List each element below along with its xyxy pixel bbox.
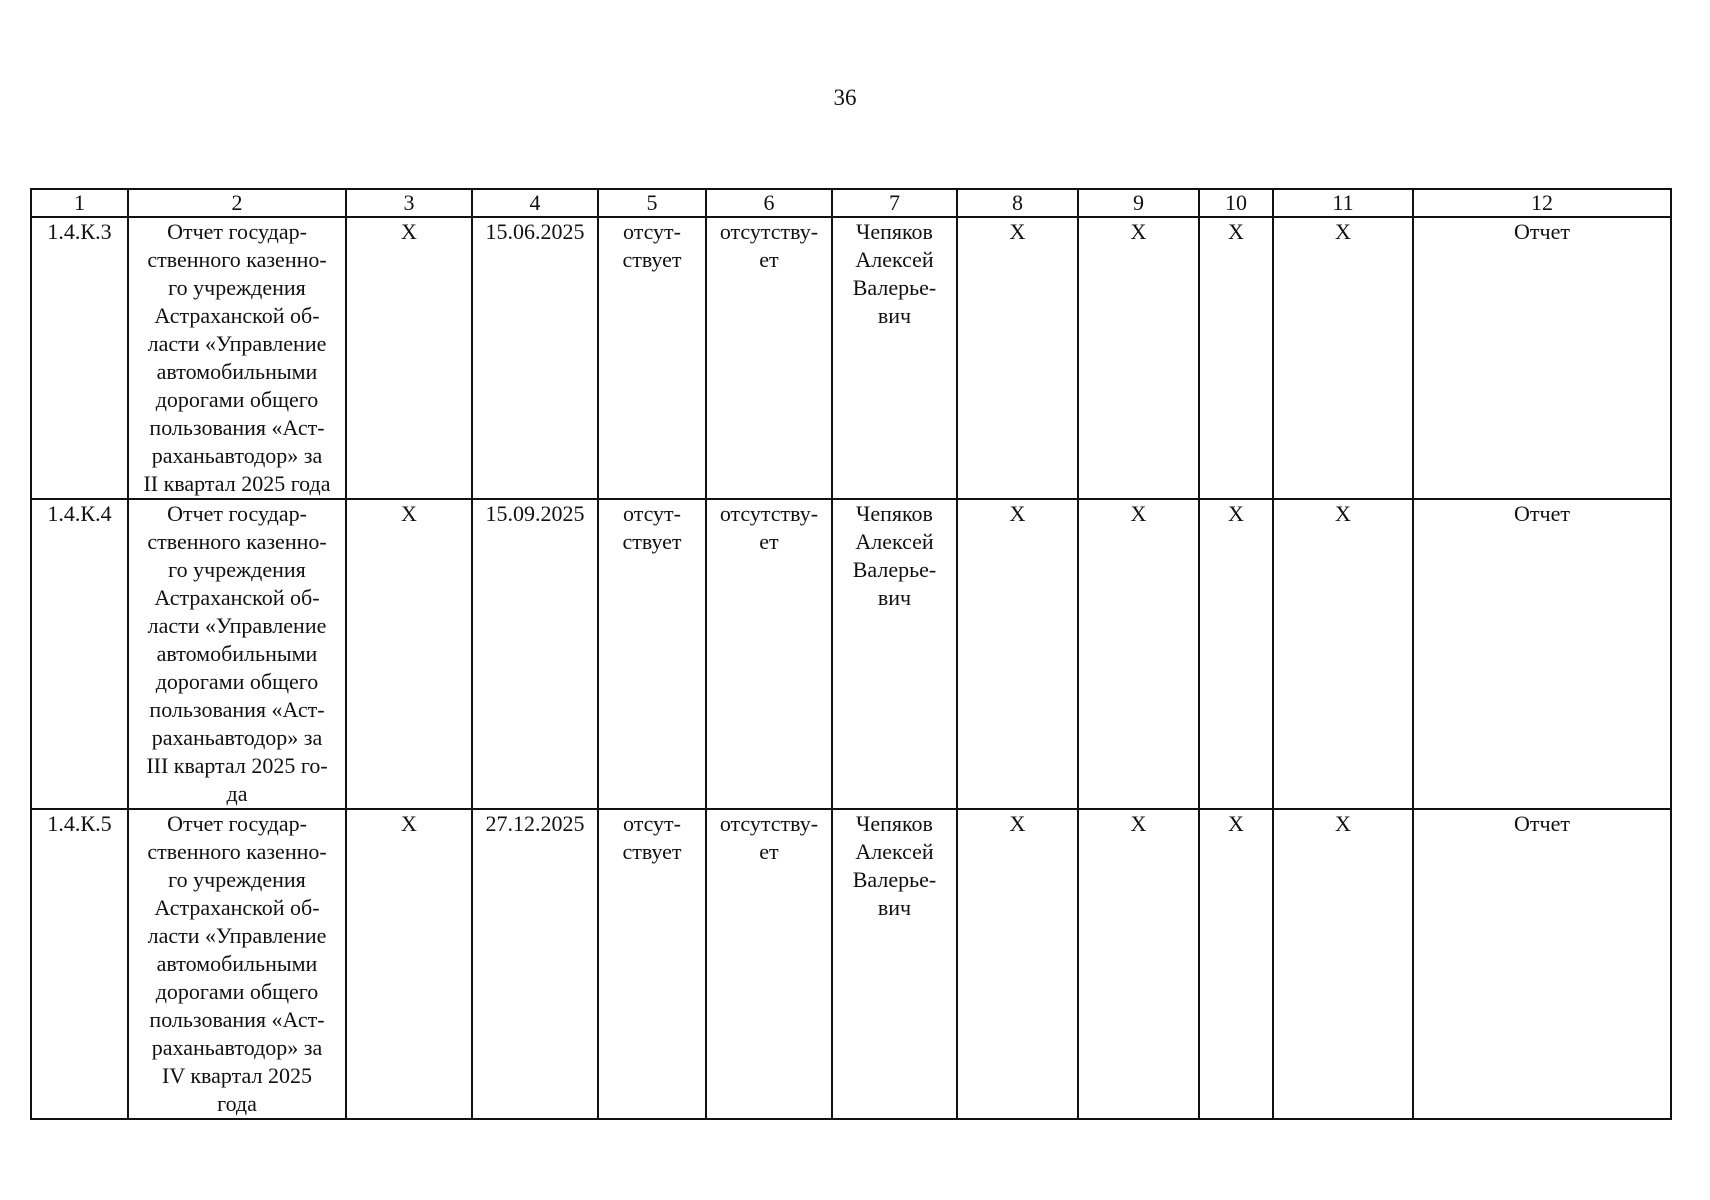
column-header: 2 bbox=[128, 189, 346, 217]
cell-col10: Х bbox=[1199, 809, 1273, 1119]
column-header: 5 bbox=[598, 189, 706, 217]
cell-col8: Х bbox=[957, 499, 1078, 809]
cell-col9: Х bbox=[1078, 217, 1199, 499]
column-header: 12 bbox=[1413, 189, 1671, 217]
table-row bbox=[31, 499, 1671, 809]
item-description: Отчет государ- ственного казенно- го учреждения Астраханской об- ласти «Управление автомобильными дорогами общего пользования «Аст- раханьавтодор» за II квартал 2025 года bbox=[128, 217, 346, 499]
column-header: 8 bbox=[957, 189, 1078, 217]
page-number: 36 bbox=[833, 85, 857, 110]
header-row bbox=[31, 189, 1671, 217]
item-code: 1.4.К.4 bbox=[31, 499, 128, 809]
cell-col9: Х bbox=[1078, 809, 1199, 1119]
column-header: 9 bbox=[1078, 189, 1199, 217]
cell-col11: Х bbox=[1273, 809, 1413, 1119]
cell-col3: Х bbox=[346, 499, 472, 809]
cell-col5: отсут- ствует bbox=[598, 809, 706, 1119]
cell-col8: Х bbox=[957, 809, 1078, 1119]
column-header: 7 bbox=[832, 189, 957, 217]
cell-col3: Х bbox=[346, 809, 472, 1119]
item-code: 1.4.К.3 bbox=[31, 217, 128, 499]
item-code: 1.4.К.5 bbox=[31, 809, 128, 1119]
cell-col10: Х bbox=[1199, 217, 1273, 499]
cell-col6: отсутству- ет bbox=[706, 809, 832, 1119]
item-date: 15.06.2025 bbox=[472, 217, 598, 499]
cell-col3: Х bbox=[346, 217, 472, 499]
cell-col6: отсутству- ет bbox=[706, 217, 832, 499]
report-table bbox=[30, 188, 1672, 1120]
cell-col8: Х bbox=[957, 217, 1078, 499]
column-header: 11 bbox=[1273, 189, 1413, 217]
cell-col11: Х bbox=[1273, 499, 1413, 809]
item-responsible: Чепяков Алексей Валерье- вич bbox=[832, 499, 957, 809]
cell-col6: отсутству- ет bbox=[706, 499, 832, 809]
column-header: 10 bbox=[1199, 189, 1273, 217]
item-result: Отчет bbox=[1413, 217, 1671, 499]
cell-col10: Х bbox=[1199, 499, 1273, 809]
column-header: 3 bbox=[346, 189, 472, 217]
item-responsible: Чепяков Алексей Валерье- вич bbox=[832, 809, 957, 1119]
cell-col5: отсут- ствует bbox=[598, 499, 706, 809]
column-header: 4 bbox=[472, 189, 598, 217]
table-row bbox=[31, 217, 1671, 499]
item-description: Отчет государ- ственного казенно- го учреждения Астраханской об- ласти «Управление автомобильными дорогами общего пользования «Аст- раханьавтодор» за IV квартал 2025 года bbox=[128, 809, 346, 1119]
cell-col9: Х bbox=[1078, 499, 1199, 809]
item-date: 15.09.2025 bbox=[472, 499, 598, 809]
item-date: 27.12.2025 bbox=[472, 809, 598, 1119]
table-row bbox=[31, 809, 1671, 1119]
item-description: Отчет государ- ственного казенно- го учреждения Астраханской об- ласти «Управление автомобильными дорогами общего пользования «Аст- раханьавтодор» за III квартал 2025 го- да bbox=[128, 499, 346, 809]
item-responsible: Чепяков Алексей Валерье- вич bbox=[832, 217, 957, 499]
column-header: 1 bbox=[31, 189, 128, 217]
item-result: Отчет bbox=[1413, 499, 1671, 809]
item-result: Отчет bbox=[1413, 809, 1671, 1119]
column-header: 6 bbox=[706, 189, 832, 217]
cell-col11: Х bbox=[1273, 217, 1413, 499]
cell-col5: отсут- ствует bbox=[598, 217, 706, 499]
